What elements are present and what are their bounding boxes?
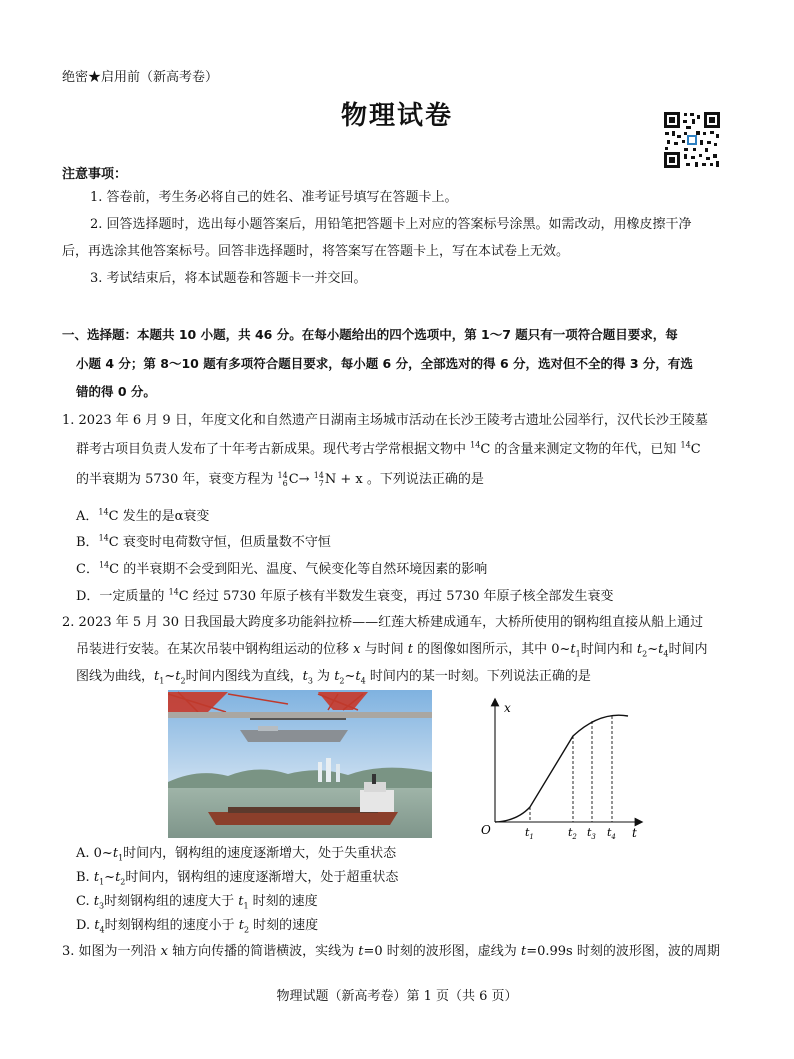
origin-label: O xyxy=(481,823,491,837)
q1-text: C xyxy=(690,442,701,457)
q1-option-c: C．$^{14}$C 的半衰期不会受到阳光、温度、气候变化等自然环境因素的影响 xyxy=(76,560,488,577)
q2-option-c: C. $t_3$时刻钢构组的速度大于 $t_1$ 时刻的速度 xyxy=(76,894,318,911)
q1-text: 的半衰期为 5730 年，衰变方程为 xyxy=(76,472,274,487)
q1-mass-number: 14 xyxy=(470,440,481,450)
q1-option-a: A．$^{14}$C 发生的是α衰变 xyxy=(76,507,210,524)
q2-line1: 2. 2023 年 5 月 30 日我国最大跨度多功能斜拉桥——红莲大桥建成通车，大桥所使用的钢构组直接从船上通过 xyxy=(62,615,704,630)
t4-label: $t_4$ xyxy=(607,826,616,841)
t-axis-label: t xyxy=(632,826,637,840)
t2-label: $t_2$ xyxy=(568,826,577,841)
q2-option-a: A. $0\sim t_1$时间内，钢构组的速度逐渐增大，处于失重状态 xyxy=(76,846,397,863)
note-item-3: 3. 考试结束后，将本试题卷和答题卡一并交回。 xyxy=(90,271,367,286)
section1-line1: 一、选择题：本题共 10 小题，共 46 分。在每小题给出的四个选项中，第 1～7 题只有一项符合题目要求，每 xyxy=(62,327,678,342)
q1-line1: 1. 2023 年 6 月 9 日，年度文化和自然遗产日湖南主场城市活动在长沙王陵考古遗址公园举行，汉代长沙王陵墓 xyxy=(62,413,708,428)
q1-line2 xyxy=(76,441,701,459)
q1-option-d: D．一定质量的 $^{14}$C 经过 5730 年原子核有半数发生衰变，再过 5730 年原子核全部发生衰变 xyxy=(76,587,614,604)
t1-label: $t_1$ xyxy=(525,826,534,841)
q1-text: 群考古项目负责人发布了十年考古新成果。现代考古学常根据文物中 xyxy=(76,442,471,457)
q1-text: C 的含量来测定文物的年代，已知 xyxy=(480,442,681,457)
note-item-2-line1: 2. 回答选择题时，选出每小题答案后，用铅笔把答题卡上对应的答案标号涂黑。如需改动，用橡皮擦干净 xyxy=(90,217,692,232)
q1-mass-number: 14 xyxy=(680,440,691,450)
q1-text: 。下列说法正确的是 xyxy=(366,472,484,487)
x-axis-label: x xyxy=(504,701,511,715)
nuclide-n: N + x xyxy=(324,472,363,487)
x-t-graph xyxy=(472,694,652,842)
q1-option-b: B．$^{14}$C 衰变时电荷数守恒，但质量数不守恒 xyxy=(76,533,331,550)
t3-label: $t_3$ xyxy=(587,826,596,841)
q3-line1: 3. 如图为一列沿 x 轴方向传播的简谐横波，实线为 t=0 时刻的波形图，虚线为 t=0.99s 时刻的波形图，波的周期 xyxy=(62,944,720,959)
arrow-symbol: → xyxy=(298,472,310,487)
page-title: 物理试卷 xyxy=(340,101,453,131)
q2-line3: 图线为曲线，$t_1\sim t_2$时间内图线为直线，$t_3$ 为 $t_2\sim t_4$ 时间内的某一时刻。下列说法正确的是 xyxy=(76,669,591,686)
bridge-lifting-photo xyxy=(168,690,432,838)
notes-title: 注意事项： xyxy=(62,167,128,182)
section1-line3: 错的得 0 分。 xyxy=(76,384,156,399)
q1-line3 xyxy=(76,471,484,489)
q2-option-b: B. $t_1\sim t_2$时间内，钢构组的速度逐渐增大，处于超重状态 xyxy=(76,870,399,887)
nuclide-c: C xyxy=(288,472,299,487)
q2-line2: 吊装进行安装。在某次吊装中钢构组运动的位移 x 与时间 t 的图像如图所示，其中 $0\sim t_1$时间内和 $t_2\sim t_4$时间内 xyxy=(76,642,708,659)
note-item-1: 1. 答卷前，考生务必将自己的姓名、准考证号填写在答题卡上。 xyxy=(90,190,458,205)
note-item-2-line2: 后，再选涂其他答案标号。回答非选择题时，将答案写在答题卡上，写在本试卷上无效。 xyxy=(62,244,570,259)
displacement-curve xyxy=(495,715,628,822)
q2-option-d: D. $t_4$时刻钢构组的速度小于 $t_2$ 时刻的速度 xyxy=(76,918,319,935)
section1-line2: 小题 4 分；第 8～10 题有多项符合题目要求，每小题 6 分，全部选对的得 6 分，选对但不全的得 3 分，有选 xyxy=(76,356,693,371)
confidential-label: 绝密★启用前（新高考卷） xyxy=(62,70,219,85)
qr-code-icon xyxy=(662,110,722,170)
nuclide-c14-numbers: 14 6 xyxy=(277,470,288,488)
nuclide-n14-numbers: 14 7 xyxy=(313,470,324,488)
page-footer: 物理试题（新高考卷）第 1 页（共 6 页） xyxy=(276,989,518,1004)
